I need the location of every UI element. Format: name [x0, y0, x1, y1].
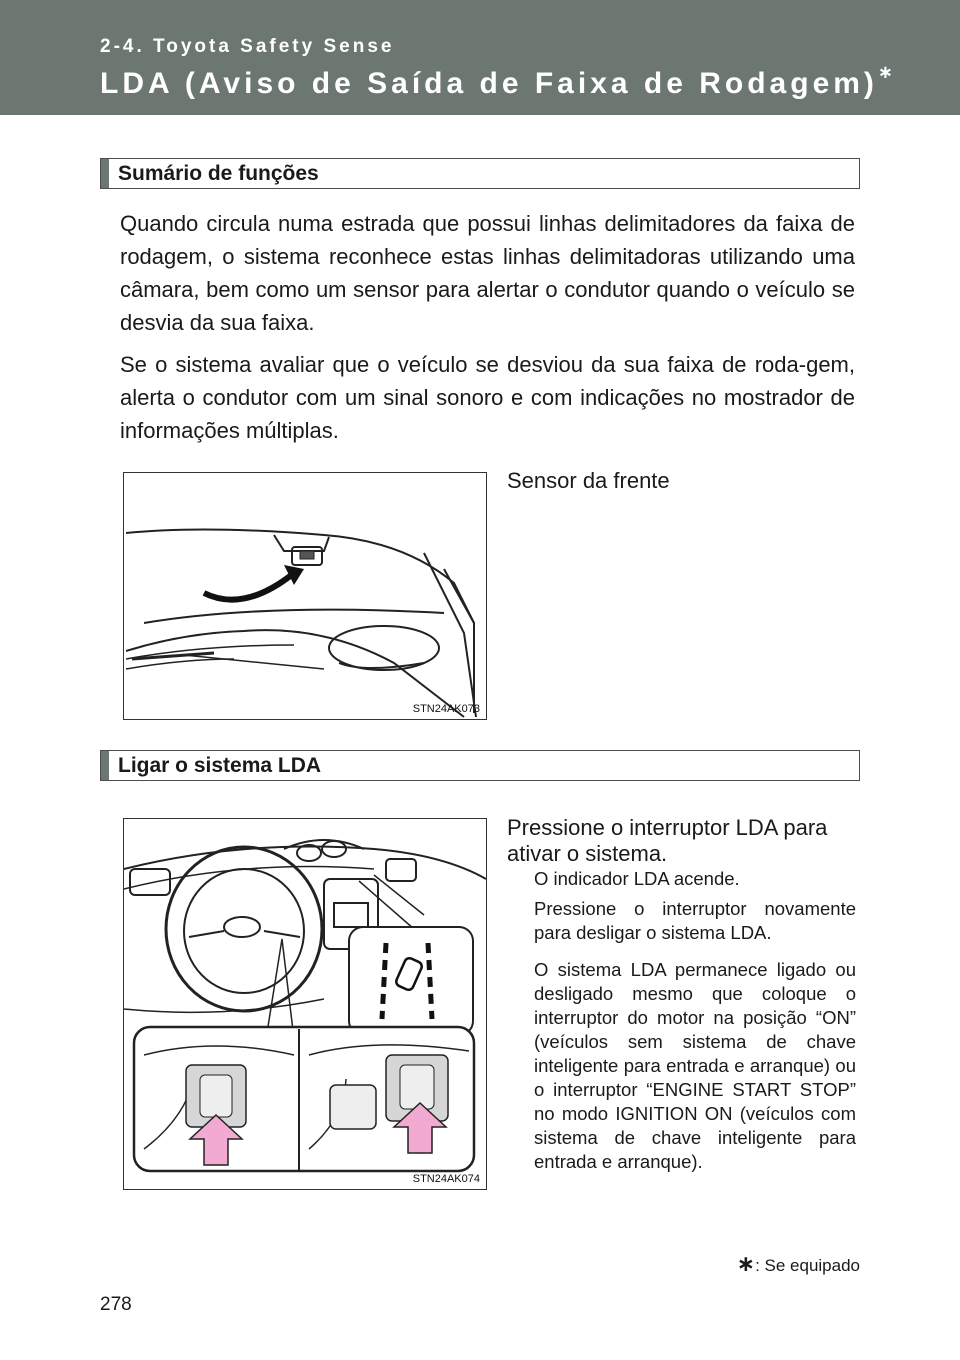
summary-paragraph-2: Se o sistema avaliar que o veículo se desviou da sua faixa de roda-gem, alerta o condutor com um sinal sonoro e com indicações no mostrador de informações múltiplas. — [120, 352, 855, 443]
lda-switch-heading-text: Ligar o sistema LDA — [118, 754, 322, 777]
section-label: 2-4. Toyota Safety Sense — [100, 36, 395, 57]
dashboard-drawing — [124, 819, 486, 1189]
summary-heading — [100, 158, 860, 189]
figure-code: STN24AK074 — [412, 1173, 480, 1185]
page-header — [0, 0, 960, 115]
equipped-mark: ∗ — [877, 62, 894, 82]
footnote — [737, 1251, 860, 1277]
windshield-drawing — [124, 473, 486, 719]
summary-paragraph-1: Quando circula numa estrada que possui linhas delimitadores da faixa de rodagem, o sistema reconhece estas linhas delimitadoras utilizando uma câmara, bem como um sensor para alertar o condutor quando o veículo se desvia da sua faixa. — [120, 211, 855, 335]
note-indicator-lights: O indicador LDA acende. — [534, 868, 740, 889]
page-title-text: LDA (Aviso de Saída de Faixa de Rodagem) — [100, 67, 878, 100]
figure-code: STN24AK073 — [412, 703, 480, 715]
windshield-sensor-illustration — [123, 472, 487, 720]
footnote-text: : Se equipado — [755, 1256, 860, 1275]
note-system-state-retained: O sistema LDA permanece ligado ou desligado mesmo que coloque o interruptor do motor na posição “ON” (veículos sem sistema de chave inteligente para entrada e arranque) ou o interruptor “ENGINE START STOP” no modo IGNITION ON (veículos com sistema de chave inteligente para entrada e arranque). — [534, 959, 856, 1172]
lda-switch-heading — [100, 750, 860, 781]
page-title — [100, 62, 894, 101]
summary-heading-text: Sumário de funções — [118, 162, 319, 185]
note-press-again: Pressione o interruptor novamente para desligar o sistema LDA. — [534, 898, 856, 943]
step-press-lda-switch: Pressione o interruptor LDA para ativar o sistema. — [507, 815, 828, 866]
lda-switch-illustration — [123, 818, 487, 1190]
footnote-mark: ∗ — [736, 1251, 756, 1276]
page-number: 278 — [100, 1294, 132, 1315]
front-sensor-caption: Sensor da frente — [507, 468, 670, 493]
